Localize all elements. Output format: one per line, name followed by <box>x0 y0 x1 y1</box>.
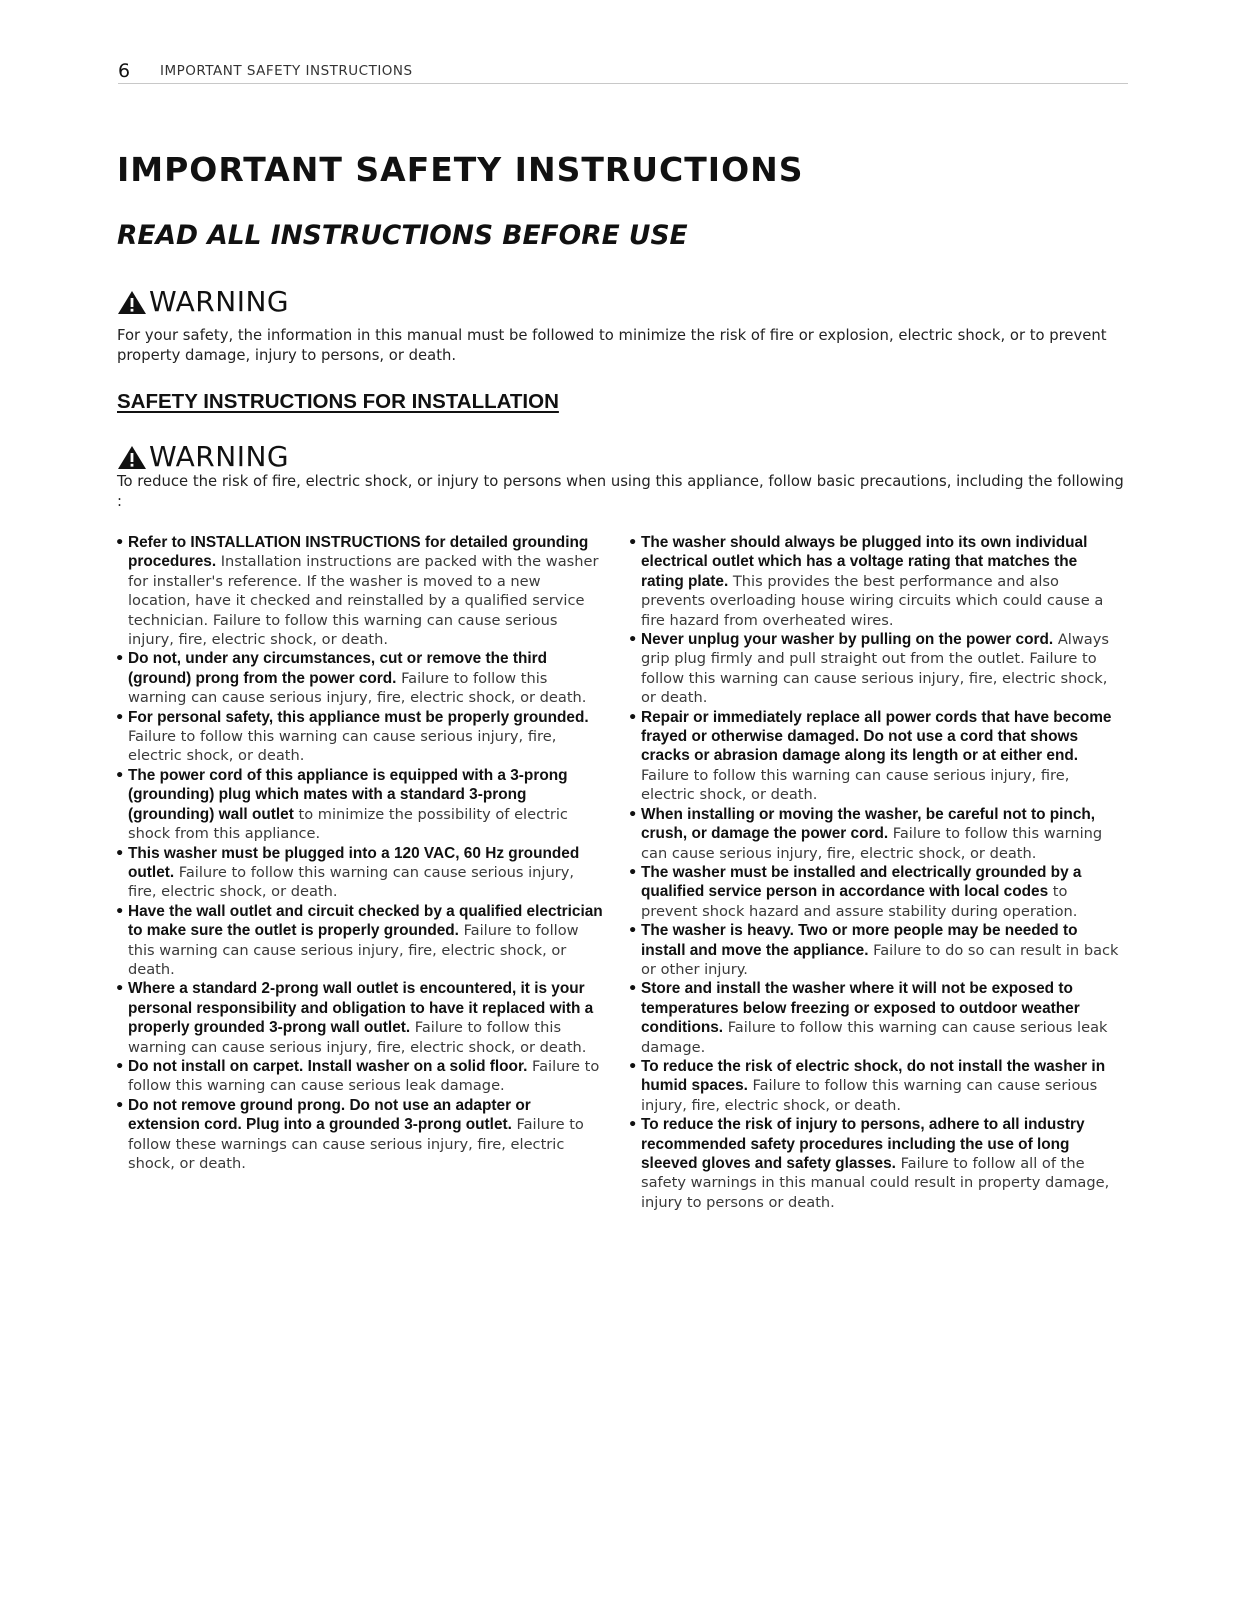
item-heading: Do not, under any circumstances, cut or remove the third (ground) prong from the power cord. <box>128 650 548 687</box>
item-heading: The washer is heavy. Two or more people may be needed to install and move the appliance. <box>641 922 1078 959</box>
item-text: Failure to follow this warning can cause serious injury, fire, electric shock, or death. <box>641 1077 1098 1114</box>
item-heading: Do not install on carpet. Install washer on a solid floor. <box>128 1057 528 1075</box>
list-item <box>628 863 1120 921</box>
header-title: IMPORTANT SAFETY INSTRUCTIONS <box>160 63 413 79</box>
item-heading: Where a standard 2-prong wall outlet is encountered, it is your personal responsibility and obligation to have it replaced with a properly grounded 3-prong wall outlet. <box>128 980 594 1037</box>
warning-triangle-icon <box>117 289 147 315</box>
list-item <box>628 805 1120 863</box>
warning-label: WARNING <box>149 285 290 318</box>
item-heading: Do not remove ground prong. Do not use an adapter or extension cord. Plug into a grounded 3-prong outlet. <box>128 1096 531 1134</box>
item-text: Failure to follow this warning can cause serious injury, fire, electric shock, or death. <box>128 863 575 901</box>
item-text: Failure to follow this warning can cause serious injury, fire, electric shock, or death. <box>641 825 1103 862</box>
item-heading: Refer to INSTALLATION INSTRUCTIONS for detailed grounding procedures. <box>128 534 589 571</box>
item-text: Always grip plug firmly and pull straight out from the outlet. Failure to follow this warning can cause serious injury, fire, electric shock, or death. <box>641 631 1109 707</box>
read-all-subtitle: READ ALL INSTRUCTIONS BEFORE USE <box>117 220 688 251</box>
item-heading: When installing or moving the washer, be careful not to pinch, crush, or damage the power cord. <box>641 805 1096 843</box>
item-text: Failure to follow this warning can cause serious leak damage. <box>641 1019 1108 1056</box>
item-heading: Store and install the washer where it will not be exposed to temperatures below freezing or exposed to outdoor weather conditions. <box>641 980 1080 1037</box>
right-instruction-list <box>628 533 1120 1212</box>
list-item <box>628 1057 1120 1115</box>
warning-heading <box>117 285 289 318</box>
item-heading: The washer must be installed and electrically grounded by a qualified service person in accordance with local codes <box>641 863 1082 901</box>
item-text: Failure to follow this warning can cause serious injury, fire, electric shock, or death. <box>128 728 557 765</box>
item-text: Failure to follow all of the safety warnings in this manual could result in property damage, injury to persons or death. <box>641 1155 1110 1211</box>
list-item <box>115 1057 605 1096</box>
warning-text: To reduce the risk of fire, electric shock, or injury to persons when using this appliance, follow basic precautions, including the following : <box>117 473 1124 510</box>
list-item <box>115 844 605 902</box>
item-text: Failure to follow this warning can cause serious injury, fire, electric shock, or death. <box>128 922 579 978</box>
item-heading: Never unplug your washer by pulling on the power cord. <box>641 631 1054 649</box>
item-text: Failure to do so can result in back or other injury. <box>641 941 1119 978</box>
item-text: to minimize the possibility of electric shock from this appliance. <box>128 805 568 843</box>
item-heading: To reduce the risk of injury to persons, adhere to all industry recommended safety procedures including the use of long sleeved gloves and safety glasses. <box>641 1116 1085 1172</box>
item-text: Installation instructions are packed with the washer for installer's reference. If the washer is moved to a new location, have it checked and reinstalled by a qualified service technician. Failure to follow this warning can cause serious injury, fire, electric shock, or death. <box>128 553 599 649</box>
item-heading: Repair or immediately replace all power cords that have become frayed or otherwise damaged. Do not use a cord that shows cracks or abrasion damage along its length or at either end. <box>641 708 1112 765</box>
warning-text: For your safety, the information in this manual must be followed to minimize the risk of fire or explosion, electric shock, or to prevent property damage, injury to persons, or death. <box>117 327 1107 364</box>
item-text: Failure to follow this warning can cause serious injury, fire, electric shock, or death. <box>641 766 1070 804</box>
item-text: Failure to follow this warning can cause serious injury, fire, electric shock, or death. <box>128 1019 587 1056</box>
list-item <box>628 921 1120 979</box>
item-heading: Have the wall outlet and circuit checked by a qualified electrician to make sure the outlet is properly grounded. <box>128 902 603 940</box>
item-text: to prevent shock hazard and assure stability during operation. <box>641 883 1078 920</box>
page-header <box>118 60 1128 84</box>
item-text: Failure to follow this warning can cause serious injury, fire, electric shock, or death. <box>128 669 587 707</box>
page-number: 6 <box>118 60 131 82</box>
list-item <box>628 979 1120 1057</box>
item-heading: This washer must be plugged into a 120 VAC, 60 Hz grounded outlet. <box>128 844 580 881</box>
item-text: Failure to follow these warnings can cause serious injury, fire, electric shock, or death. <box>128 1116 584 1172</box>
item-text: Failure to follow this warning can cause serious leak damage. <box>128 1057 600 1095</box>
list-item <box>115 708 605 766</box>
list-item <box>115 1096 605 1174</box>
item-heading: The power cord of this appliance is equipped with a 3-prong (grounding) plug which mates with a standard 3-prong (grounding) wall outlet <box>128 766 568 823</box>
warning-heading <box>117 440 289 473</box>
warning-label: WARNING <box>149 440 290 473</box>
list-item <box>628 533 1120 630</box>
item-text: This provides the best performance and also prevents overloading house wiring circuits which could cause a fire hazard from overheated wires. <box>641 572 1104 629</box>
warning-triangle-icon <box>117 444 147 470</box>
item-heading: To reduce the risk of electric shock, do not install the washer in humid spaces. <box>641 1057 1106 1095</box>
page-title: IMPORTANT SAFETY INSTRUCTIONS <box>117 150 804 189</box>
list-item <box>628 630 1120 708</box>
list-item <box>115 766 605 844</box>
list-item <box>115 649 605 707</box>
list-item <box>115 902 605 980</box>
list-item <box>628 708 1120 805</box>
list-item <box>115 533 605 649</box>
item-heading: For personal safety, this appliance must be properly grounded. <box>128 708 589 726</box>
left-instruction-list <box>115 533 605 1173</box>
list-item <box>115 979 605 1057</box>
section-heading: SAFETY INSTRUCTIONS FOR INSTALLATION <box>117 390 559 413</box>
list-item <box>628 1115 1120 1212</box>
item-heading: The washer should always be plugged into its own individual electrical outlet which has a voltage rating that matches the rating plate. <box>641 534 1088 590</box>
